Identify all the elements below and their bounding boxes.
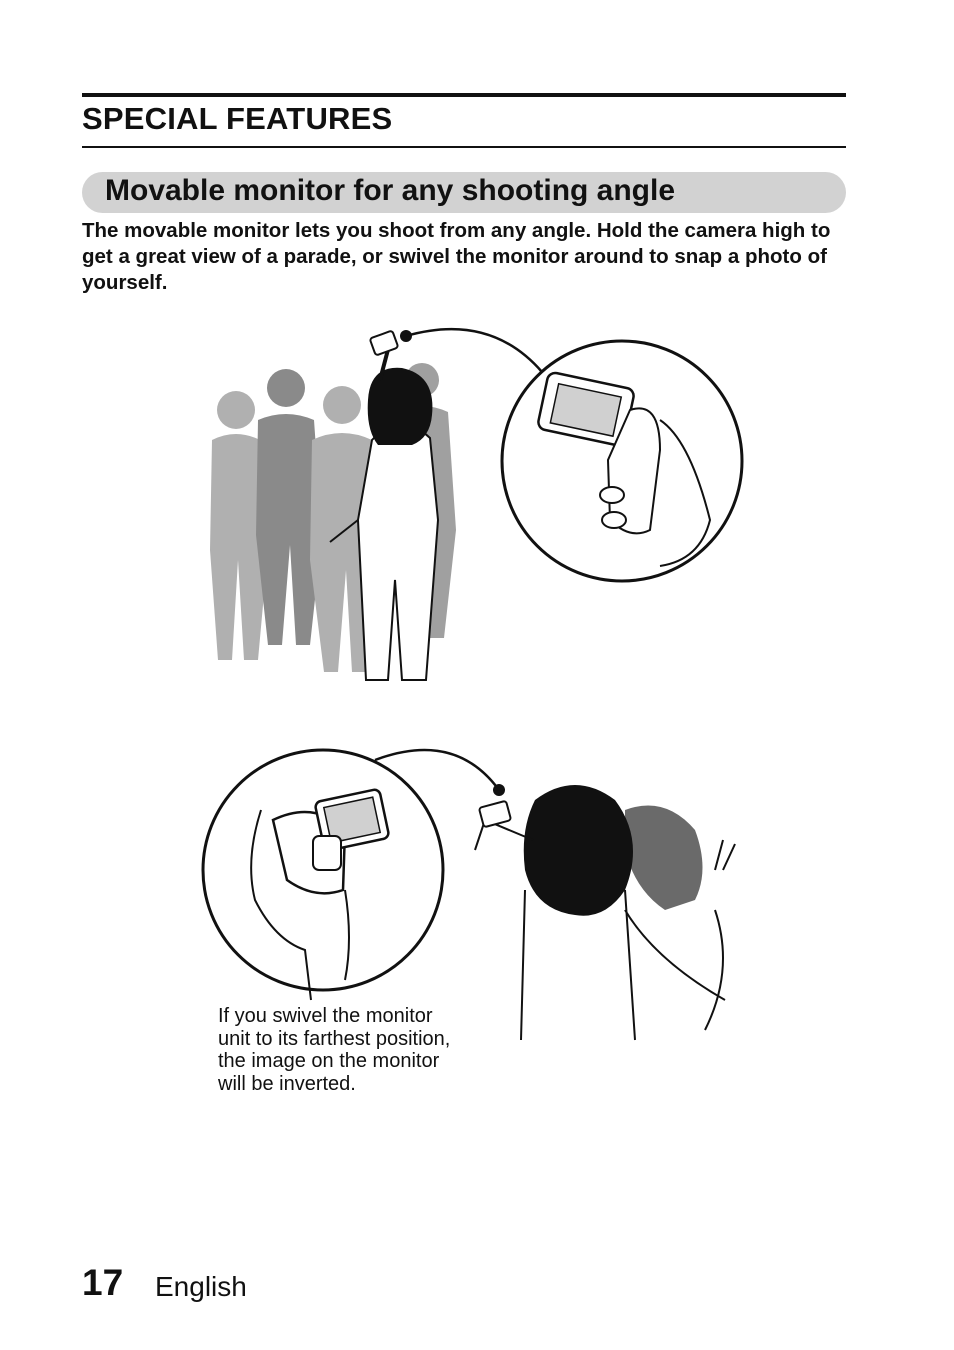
- page-number: 17: [82, 1262, 124, 1303]
- header-rule-bottom: [82, 146, 846, 148]
- header-rule-top: [82, 93, 846, 97]
- inverted-image-caption: If you swivel the monitor unit to its farthest position, the image on the monitor will be inverted.: [218, 1005, 451, 1095]
- self-portrait-illustration: [195, 740, 755, 1050]
- crowd-shooting-illustration: [190, 320, 760, 720]
- section-title: Movable monitor for any shooting angle: [105, 174, 676, 207]
- page-language: English: [155, 1271, 247, 1302]
- self-portrait-callout: [203, 750, 505, 1000]
- intro-paragraph: The movable monitor lets you shoot from any angle. Hold the camera high to get a great view of a parade, or swivel the monitor around to snap a photo of yourself.: [82, 219, 831, 294]
- chapter-title: SPECIAL FEATURES: [82, 101, 393, 136]
- two-people-selfie: [475, 785, 735, 1040]
